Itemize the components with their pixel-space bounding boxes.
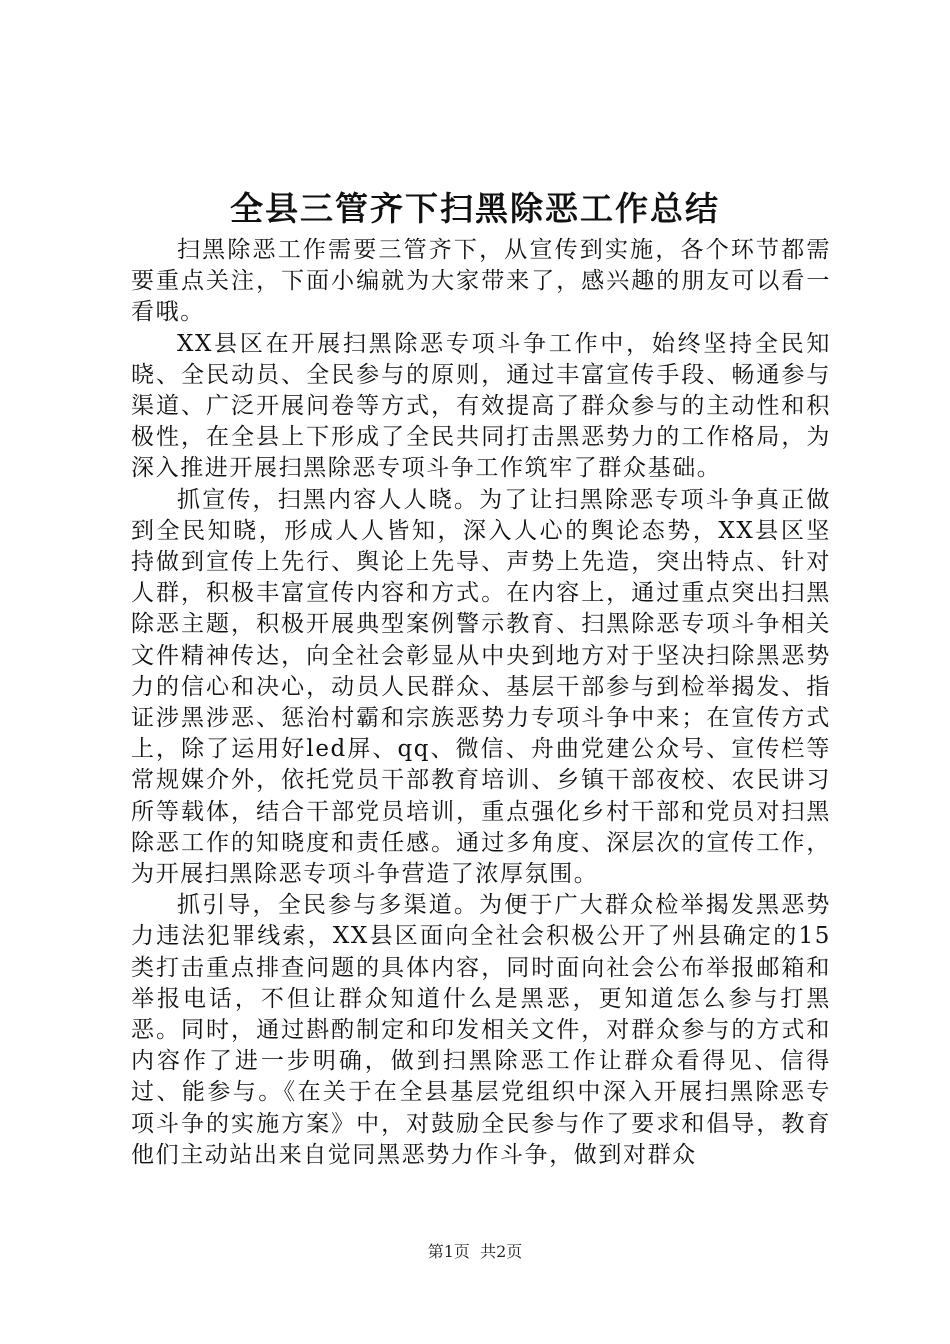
paragraph-overview: XX县区在开展扫黑除恶专项斗争工作中，始终坚持全民知晓、全民动员、全民参与的原则，通过丰富宣传手段、畅通参与渠道、广泛开展问卷等方式，有效提高了群众参与的主动性和积极性，在全县上下形成了全民共同打击黑恶势力的工作格局，为深入推进开展扫黑除恶专项斗争工作筑牢了群众基础。 [131,330,831,482]
page-number: 第1页 [427,1242,470,1261]
document-title: 全县三管齐下扫黑除恶工作总结 [230,189,720,228]
document-body [131,235,831,1171]
paragraph-guidance: 抓引导，全民参与多渠道。为便于广大群众检举揭发黑恶势力违法犯罪线索，XX县区面向全社会积极公开了州县确定的15类打击重点排查问题的具体内容，同时面向社会公布举报邮箱和举报电话，不但让群众知道什么是黑恶，更知道怎么参与打黑恶。同时，通过斟酌制定和印发相关文件，对群众参与的方式和内容作了进一步明确，做到扫黑除恶工作让群众看得见、信得过、能参与。《在关于在全县基层党组织中深入开展扫黑除恶专项斗争的实施方案》中，对鼓励全民参与作了要求和倡导，教育他们主动站出来自觉同黑恶势力作斗争，做到对群众 [131,892,831,1168]
paragraph-intro: 扫黑除恶工作需要三管齐下，从宣传到实施，各个环节都需要重点关注，下面小编就为大家带来了，感兴趣的朋友可以看一看哦。 [131,237,831,326]
page-footer [0,1241,950,1263]
paragraph-publicity: 抓宣传，扫黑内容人人晓。为了让扫黑除恶专项斗争真正做到全民知晓，形成人人皆知，深入人心的舆论态势，XX县区坚持做到宣传上先行、舆论上先导、声势上先造，突出特点、针对人群，积极丰富宣传内容和方式。在内容上，通过重点突出扫黑除恶主题，积极开展典型案例警示教育、扫黑除恶专项斗争相关文件精神传达，向全社会彰显从中央到地方对于坚决扫除黑恶势力的信心和决心，动员人民群众、基层干部参与到检举揭发、指证涉黑涉恶、惩治村霸和宗族恶势力专项斗争中来；在宣传方式上，除了运用好led屏、qq、微信、舟曲党建公众号、宣传栏等常规媒介外，依托党员干部教育培训、乡镇干部夜校、农民讲习所等载体，结合干部党员培训，重点强化乡村干部和党员对扫黑除恶工作的知晓度和责任感。通过多角度、深层次的宣传工作，为开展扫黑除恶专项斗争营造了浓厚氛围。 [131,486,831,888]
page-total: 共2页 [480,1242,523,1261]
footer-separator [470,1242,480,1261]
